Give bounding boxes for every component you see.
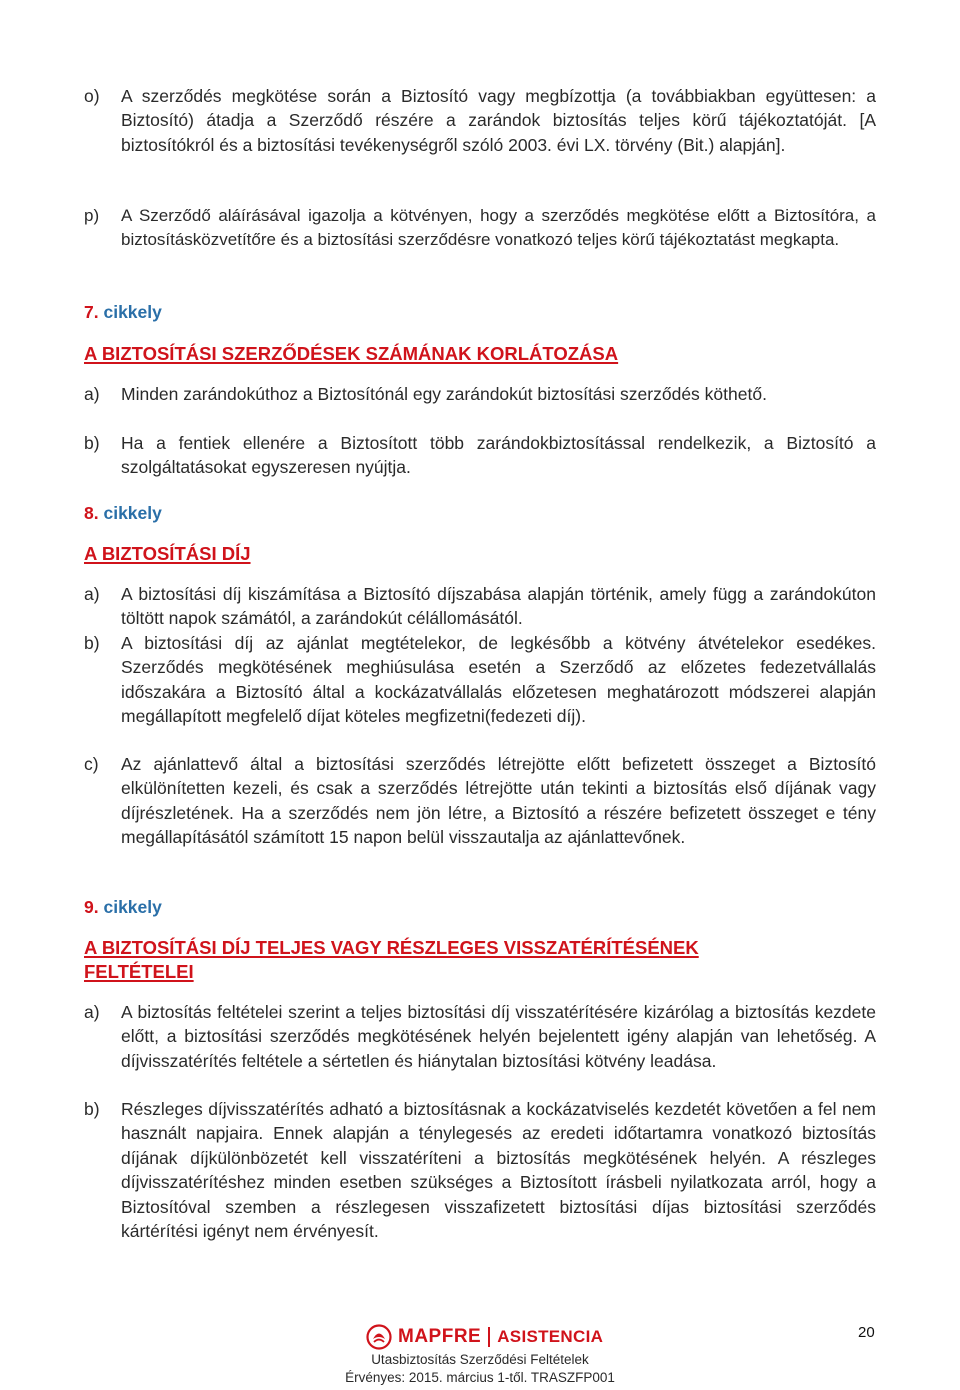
mapfre-logo-icon — [366, 1324, 392, 1350]
section-title: A BIZTOSÍTÁSI SZERZŐDÉSEK SZÁMÁNAK KORLÁTOZÁSA — [84, 343, 619, 364]
article-number: 7. cikkely — [84, 302, 162, 322]
clause-marker: o) — [84, 86, 100, 106]
item-marker: a) — [84, 584, 100, 604]
item-marker: b) — [84, 633, 100, 653]
clause-text: A szerződés megkötése során a Biztosító vagy megbízottja (a továbbiakban együttesen: a Biztosító) átadja a Szerződő részére a zarándok biztosítás teljes körű tájékoztatóját. [A biztosítókról és a biztosítási tevékenységről szóló 2003. évi LX. törvény (Bit.) alapján]. — [121, 86, 876, 155]
section-title: A BIZTOSÍTÁSI DÍJ — [84, 543, 251, 564]
item-text: A biztosítás feltételei szerint a teljes biztosítási díj visszatérítésére kizárólag a biztosítás kezdete előtt, a biztosítási szerződés megkötésének helyén bejelentett igény alapján van lehetőség. A díjvisszatérítés feltétele a sértetlen és hiánytalan biztosítási kötvény leadása. — [121, 1002, 876, 1071]
brand-divider — [488, 1327, 490, 1347]
clause-marker: p) — [84, 206, 100, 225]
page-number: 20 — [858, 1324, 875, 1341]
item-text: A biztosítási díj kiszámítása a Biztosító díjszabása alapján történik, amely függ a zarándokúton töltött napok számától, a zarándokút célállomásától. — [121, 584, 876, 629]
article-number: 9. cikkely — [84, 897, 162, 917]
list-item — [84, 752, 876, 850]
list-item — [84, 1097, 876, 1243]
clause-p — [84, 204, 876, 253]
item-marker: b) — [84, 1099, 100, 1119]
item-text: Ha a fentiek ellenére a Biztosított több zarándokbiztosítással rendelkezik, a Biztosító a szolgáltatásokat egyszeresen nyújtja. — [121, 433, 876, 478]
clause-text: A Szerződő aláírásával igazolja a kötvényen, hogy a szerződés megkötése előtt a Biztosítóra, a biztosításközvetítőre és a biztosítási szerződésre vonatkozó teljes körű tájékoztatást megkapta. — [121, 206, 876, 250]
item-marker: a) — [84, 384, 100, 404]
item-text: Az ajánlattevő által a biztosítási szerződés létrejötte előtt befizetett összeget a Biztosító elkülönítetten kezeli, és csak a szerződés létrejötte után tekinti a biztosítás első díjának vagy díjrészletének. Ha a szerződés nem jön létre, a Biztosító a részére befizetett összeget e tény megállapításától számított 15 napon belül visszautalja az ajánlattevőnek. — [121, 754, 876, 848]
clause-o — [84, 84, 876, 157]
item-marker: c) — [84, 754, 99, 774]
article-number: 8. cikkely — [84, 503, 162, 523]
brand-subname: ASISTENCIA — [497, 1327, 604, 1346]
brand-name: MAPFRE — [398, 1326, 482, 1347]
footer-validity: Érvényes: 2015. március 1-től. TRASZFP001 — [345, 1370, 615, 1385]
section-title: A BIZTOSÍTÁSI DÍJ TELJES VAGY RÉSZLEGES VISSZATÉRÍTÉSÉNEK FELTÉTELEI — [84, 937, 699, 982]
item-text: A biztosítási díj az ajánlat megtételekor, de legkésőbb a kötvény átvételekor esedékes. Szerződés megkötésének meghiúsulása esetén a Szerződő az előzetes fedezetvállalás időszakára a Biztosító által a kockázatvállalás előzetesen meghatározott módszerei alapján megállapított megfelelő díjat köteles megfizetni(fedezeti díj). — [121, 633, 876, 727]
footer-logo — [366, 1324, 603, 1350]
item-text: Minden zarándokúthoz a Biztosítónál egy zarándokút biztosítási szerződés köthető. — [121, 384, 767, 404]
item-text: Részleges díjvisszatérítés adható a biztosításnak a kockázatviselés kezdetét követően a fel nem használt napjaira. Ennek alapján a ténylegesés az eredeti időtartamra vonatkozó biztosítás díjának díjkülönbözetét kell visszatéríteni a biztosítás megkötésének helyén. A részleges díjvisszatérítéshez minden esetben szükséges a Biztosított írásbeli nyilatkozata arról, hogy a Biztosítóval szemben a részlegesen visszafizetett biztosítási díjas biztosítási szerződés kártérítési igényt nem érvényesít. — [121, 1099, 876, 1242]
list-item — [84, 631, 876, 729]
list-item — [84, 1000, 876, 1073]
list-item — [84, 382, 876, 406]
item-marker: b) — [84, 433, 100, 453]
list-item — [84, 431, 876, 480]
footer-title: Utasbiztosítás Szerződési Feltételek — [371, 1352, 589, 1367]
item-marker: a) — [84, 1002, 100, 1022]
list-item — [84, 582, 876, 631]
